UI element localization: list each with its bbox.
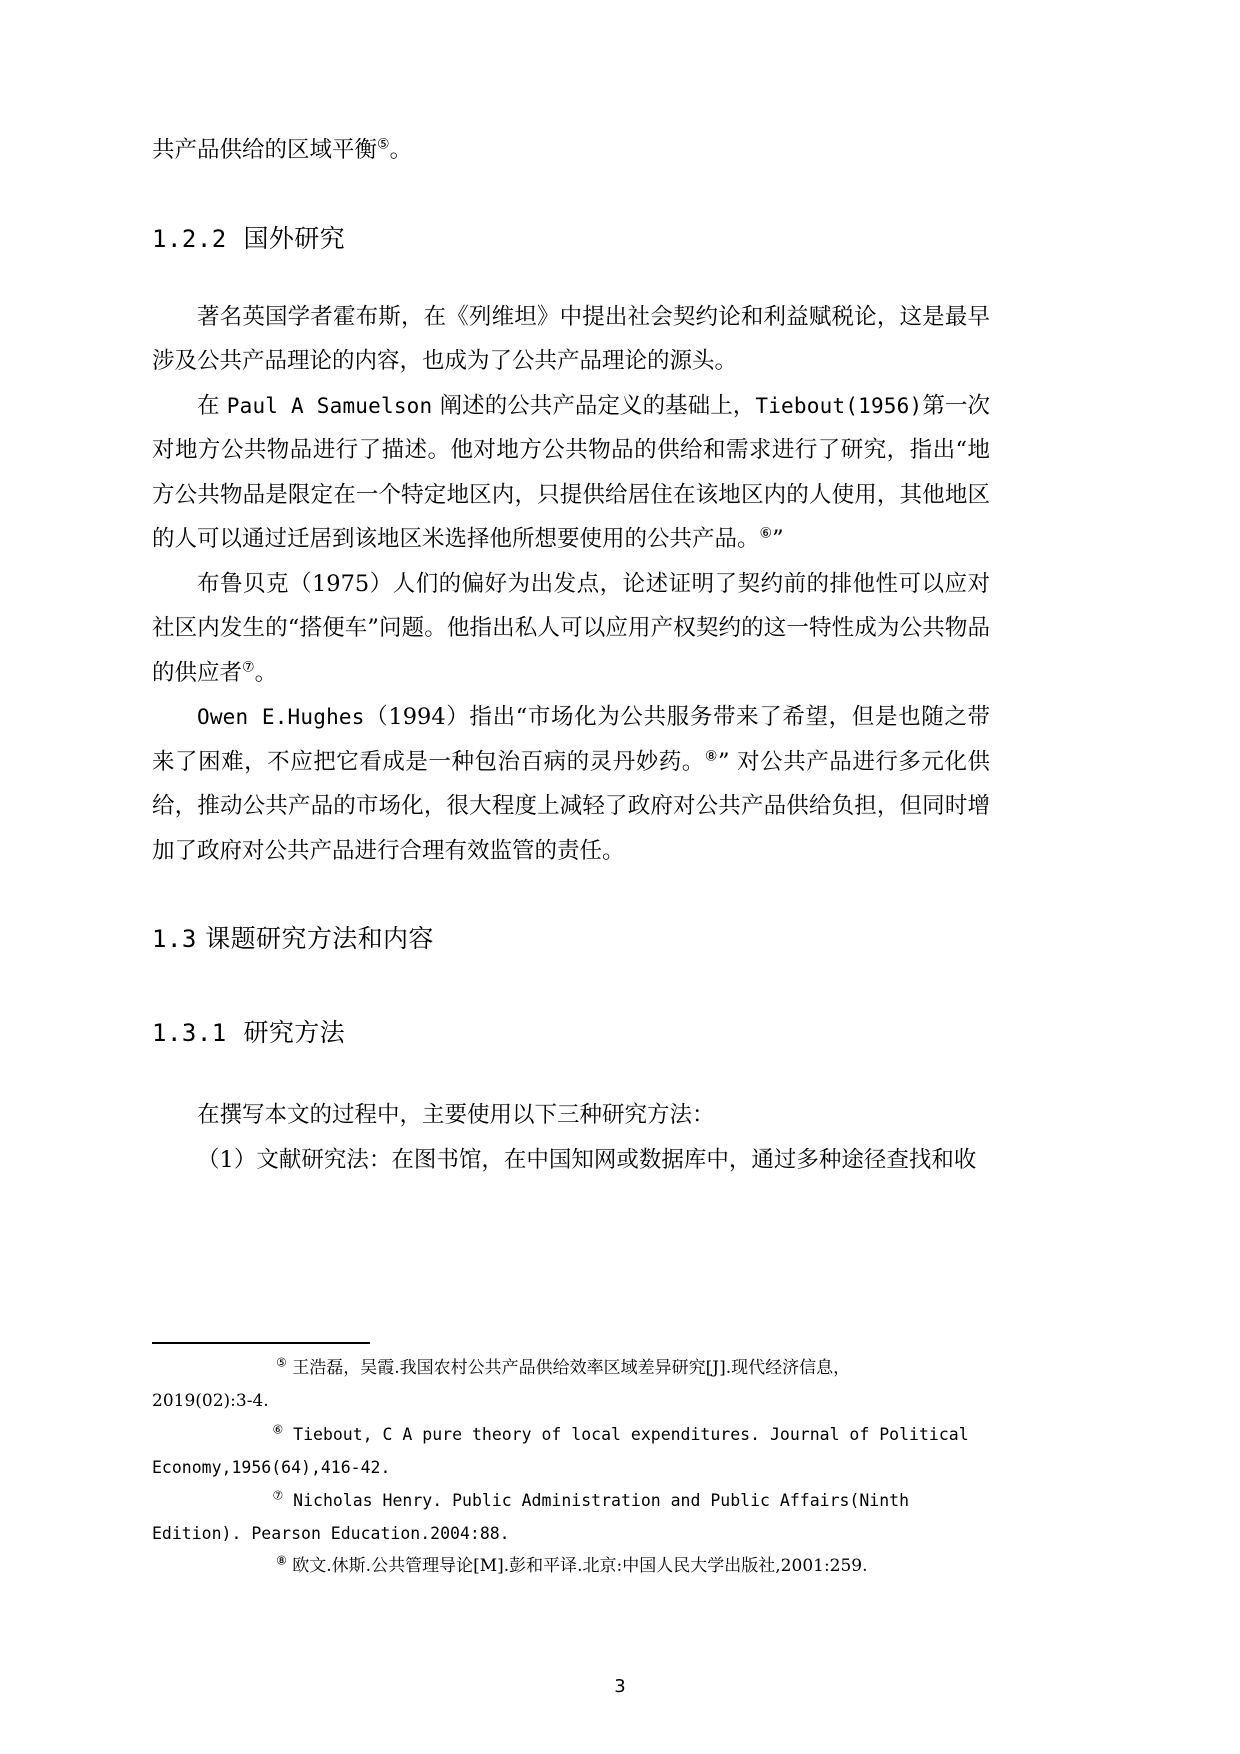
footnote-6-continued <box>152 1451 990 1484</box>
tiebout-body: 第一次对地方公共物品进行了描述。他对地方公共物品的供给和需求进行了研究，指出“地方公共物品是限定在一个特定地区内，只提供给居住在该地区内的人使用，其他地区的人可以通过迁居到该地区米选择他所想要使用的公共产品。 <box>152 392 990 552</box>
brubaker-text: 布鲁贝克（1975）人们的偏好为出发点，论述证明了契约前的排他性可以应对社区内发生的“搭便车”问题。他指出私人可以应用产权契约的这一特性成为公共物品的供应者 <box>152 570 990 686</box>
footnote-5-continued <box>152 1385 990 1418</box>
tiebout-close-quote: ” <box>772 526 784 552</box>
carryover-text: 共产品供给的区域平衡 <box>152 137 378 163</box>
heading-1-3 <box>152 919 990 959</box>
footnote-marker-5: ⑤ <box>377 136 390 153</box>
hughes-text-b: ” 对公共产品进行多元化供给，推动公共产品的市场化，很大程度上减轻了政府对公共产品供给负担，但同时增加了政府对公共产品进行合理有效监管的责任。 <box>152 748 990 864</box>
footnote-7-line2: Edition). Pearson Education.2004:88. <box>152 1524 510 1543</box>
paragraph-tiebout <box>152 384 990 562</box>
tiebout-mid: 阐述的公共产品定义的基础上， <box>432 392 756 419</box>
footnote-separator-rule <box>152 1342 370 1344</box>
footnote-6 <box>152 1418 990 1451</box>
heading-1-3-number: 1.3 <box>152 925 197 953</box>
footnote-section <box>152 1342 990 1583</box>
hughes-author: Owen E.Hughes <box>197 705 365 729</box>
heading-1-2-2-number: 1.2.2 <box>152 224 227 253</box>
footnote-7-marker: ⑦ <box>272 1488 284 1503</box>
page-content <box>152 0 990 1182</box>
brubaker-tail: 。 <box>254 659 278 686</box>
paragraph-hobbes-text: 著名英国学者霍布斯，在《列维坦》中提出社会契约论和利益赋税论，这是最早涉及公共产品理论的内容，也成为了公共产品理论的源头。 <box>152 303 990 374</box>
footnote-7-line1: Nicholas Henry. Public Administration and Public Affairs(Ninth <box>293 1491 910 1510</box>
footnote-5-line2: 2019(02):3-4. <box>152 1391 269 1411</box>
heading-1-3-title: 课题研究方法和内容 <box>205 924 434 953</box>
heading-1-3-1-title: 研究方法 <box>243 1018 346 1047</box>
footnote-6-line2: Economy,1956(64),416-42. <box>152 1458 391 1477</box>
footnote-8-line1: 欧文.休斯.公共管理导论[M].彭和平译.北京:中国人民大学出版社,2001:259. <box>292 1556 868 1576</box>
paragraph-method-intro <box>152 1093 990 1138</box>
footnote-8-marker: ⑧ <box>276 1553 287 1568</box>
heading-1-2-2 <box>152 219 990 259</box>
footnote-6-marker: ⑥ <box>272 1422 284 1437</box>
paragraph-hobbes <box>152 295 990 384</box>
carryover-paragraph <box>152 128 990 173</box>
footnote-marker-8: ⑧ <box>704 748 718 764</box>
page-number: 3 <box>614 1676 626 1697</box>
method-1-text: （1）文献研究法：在图书馆，在中国知网或数据库中，通过多种途径查找和收 <box>197 1146 977 1173</box>
heading-1-3-1-number: 1.3.1 <box>152 1019 227 1047</box>
tiebout-citation: Tiebout(1956) <box>755 393 923 418</box>
carryover-tail: 。 <box>389 137 413 163</box>
footnote-marker-7: ⑦ <box>242 659 255 675</box>
footnote-6-line1: Tiebout, C A pure theory of local expenditures. Journal of Political <box>293 1425 969 1444</box>
heading-1-3-1 <box>152 1013 990 1053</box>
tiebout-lead: 在 <box>197 392 227 419</box>
footnote-marker-6: ⑥ <box>759 525 773 542</box>
paragraph-brubaker <box>152 562 990 696</box>
footnote-5 <box>152 1352 990 1385</box>
hughes-text-a: （1994）指出“市场化为公共服务带来了希望，但是也随之带来了困难，不应把它看成是一种包治百病的灵丹妙药。 <box>152 704 991 775</box>
footnote-5-marker: ⑤ <box>276 1355 287 1370</box>
footnote-5-line1: 王浩磊，吴霞.我国农村公共产品供给效率区域差异研究[J].现代经济信息， <box>292 1358 851 1378</box>
tiebout-author-samuelson: Paul A Samuelson <box>226 393 433 418</box>
footnote-7-continued <box>152 1517 990 1550</box>
footnote-8 <box>152 1550 990 1583</box>
method-intro-text: 在撰写本文的过程中，主要使用以下三种研究方法： <box>197 1102 715 1128</box>
footnote-7 <box>152 1484 990 1517</box>
paragraph-hughes <box>152 695 990 873</box>
paragraph-method-1 <box>152 1138 990 1183</box>
heading-1-2-2-title: 国外研究 <box>243 223 346 253</box>
